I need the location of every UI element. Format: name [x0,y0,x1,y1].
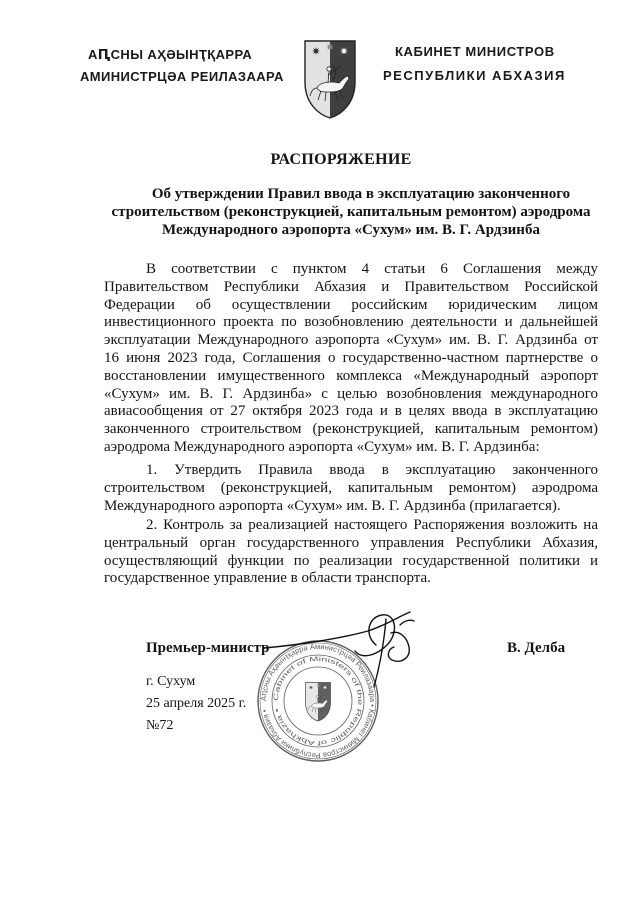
subject-line: Об утверждении Правил ввода в эксплуатацию законченного [151,186,571,202]
letterhead-russian-line-1: КАБИНЕТ МИНИСТРОВ [395,44,555,59]
signature-stroke [264,612,410,648]
item-line: строительством (реконструкцией, капитальным ремонтом) аэродрома [104,479,598,496]
preamble-line: 16 июня 2023 года, Соглашения о государственно-частном партнерстве о [104,349,598,366]
preamble-line: инвестиционного проекта по возобновлению деятельности и дальнейшей [104,314,598,331]
coat-of-arms-icon [301,36,359,120]
document-place: г. Сухум [146,674,196,689]
signature-stroke [400,620,414,625]
item-line: 1. Утвердить Правила ввода в эксплуатацию законченного [146,462,598,478]
preamble-line: «Сухум» им. В. Г. Ардзинба» с целью возобновления международного [104,385,598,402]
letterhead-russian-line-2: РЕСПУБЛИКИ АБХАЗИЯ [383,68,566,83]
preamble-line: законченного строительством (реконструкцией, капитальным ремонтом) [104,421,598,438]
document-subject [104,186,598,239]
signature-stroke [355,615,394,656]
order-item-1 [104,462,598,515]
stamp-outer-lettering: Аԥсны Аҳәынҭқарра Аминистрцәа Реилазаара • Кабинет Министров Республики Абхазия • [258,641,378,761]
item-line: 2. Контроль за реализацией настоящего Распоряжения возложить на [146,517,598,533]
handwritten-signature [258,603,423,698]
preamble-line: В соответствии с пунктом 4 статьи 6 Соглашения между [146,261,598,277]
item-line: государственное управление в области транспорта. [104,570,431,587]
preamble-line: аэродрома Международного аэропорта «Сухум» им. В. Г. Ардзинба: [104,438,540,455]
item-line: осуществляющий функции по реализации государственной политики и [104,552,598,569]
item-line: Международного аэропорта «Сухум» им. В. Г. Ардзинба (прилагается). [104,497,561,514]
order-item-2 [104,517,598,588]
item-line: центральный орган государственного управления Республики Абхазия, [104,534,598,551]
preamble-line: эксплуатации Международного аэропорта «Сухум» им. В. Г. Ардзинба от [104,332,598,349]
preamble-line: Правительством Республики Абхазия и Правительством Российской [104,278,598,295]
subject-line: Международного аэропорта «Сухум» им. В. Г. Ардзинба [162,221,540,238]
document-number: №72 [146,718,174,733]
signature-stroke [388,632,409,661]
document-date: 25 апреля 2025 г. [146,696,247,711]
preamble-line: Федерации об осуществлении российским юридическим лицом [104,296,598,313]
letterhead-abkhaz-line-2: АМИНИСТРЦӘА РЕИЛАЗААРА [80,69,284,84]
preamble-line: восстановлении имущественного комплекса «Международный аэропорт [104,367,598,384]
subject-line: строительством (реконструкцией, капитальным ремонтом) аэродрома [111,203,591,220]
document-type-title: РАСПОРЯЖЕНИЕ [270,151,412,168]
preamble-line: авиасообщения от 27 октября 2023 года и в целях ввода в эксплуатацию [104,403,598,420]
signatory-position: Премьер-министр [146,640,270,656]
letterhead-abkhaz-line-1: АԤСНЫ АҲӘЫНҬҚАРРА [88,47,253,62]
stamp-inner-lettering: Cabinet of Ministers of the Republic of Abkhazia • [272,655,364,747]
signatory-name: В. Делба [507,640,566,656]
preamble-paragraph [104,261,598,457]
